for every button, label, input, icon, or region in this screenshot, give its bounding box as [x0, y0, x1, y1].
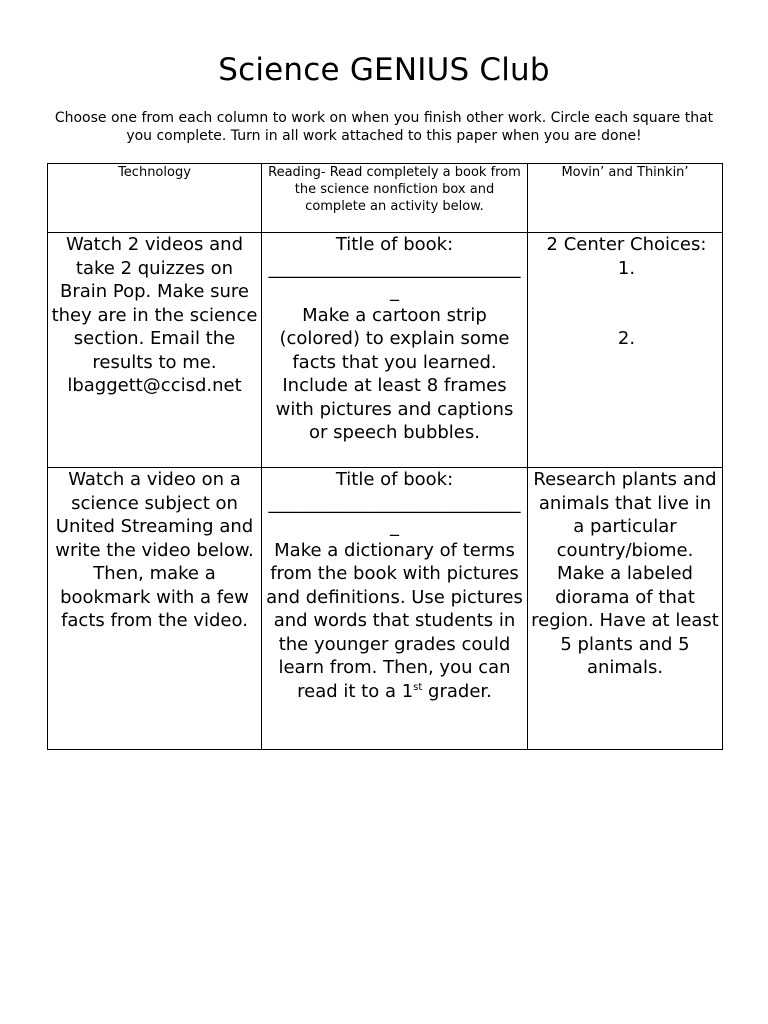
- choice-board-table: [47, 163, 723, 750]
- header-reading: Reading- Read completely a book from the science nonfiction box and complete an activity below.: [262, 164, 528, 233]
- center-choices-label: 2 Center Choices:: [546, 234, 707, 255]
- cell-reading-2[interactable]: [262, 468, 528, 750]
- header-technology: Technology: [48, 164, 262, 233]
- cell-technology-1[interactable]: Watch 2 videos and take 2 quizzes on Brain Pop. Make sure they are in the science section. Email the results to me. lbaggett@ccisd.net: [48, 233, 262, 468]
- header-row: [48, 164, 723, 233]
- page-title: Science GENIUS Club: [218, 52, 550, 88]
- reading-activity-text: Make a dictionary of terms from the book with pictures and definitions. Use pictures and words that students in the younger grades could learn from. Then, you can read it to a 1: [266, 539, 523, 702]
- center-choice-1: 1.: [617, 257, 636, 279]
- reading-activity-end: grader.: [422, 680, 492, 702]
- cell-reading-1[interactable]: [262, 233, 528, 468]
- table-row: [48, 233, 723, 468]
- cell-movin-2[interactable]: Research plants and animals that live in a particular country/biome. Make a labeled diorama of that region. Have at least 5 plants and 5 animals.: [528, 468, 723, 750]
- header-movin-thinkin: Movin’ and Thinkin’: [528, 164, 723, 233]
- instructions-text: Choose one from each column to work on when you finish other work. Circle each square that you complete. Turn in all work attached to this paper when you are done!: [54, 110, 714, 144]
- title-blank-line: _____________________________: [268, 257, 521, 302]
- reading-title-label: Title of book:: [335, 234, 454, 255]
- table-row: [48, 468, 723, 750]
- reading-title-label: Title of book:: [335, 469, 454, 490]
- cell-movin-1[interactable]: [528, 233, 723, 468]
- cell-technology-2[interactable]: Watch a video on a science subject on United Streaming and write the video below. Then, make a bookmark with a few facts from the video.: [48, 468, 262, 750]
- reading-activity-text: Make a cartoon strip (colored) to explain some facts that you learned. Include at least 8 frames with pictures and captions or speech bubbles.: [275, 304, 514, 443]
- center-choice-2: 2.: [617, 328, 636, 349]
- title-blank-line: _____________________________: [268, 492, 521, 537]
- ordinal-suffix: st: [413, 681, 423, 693]
